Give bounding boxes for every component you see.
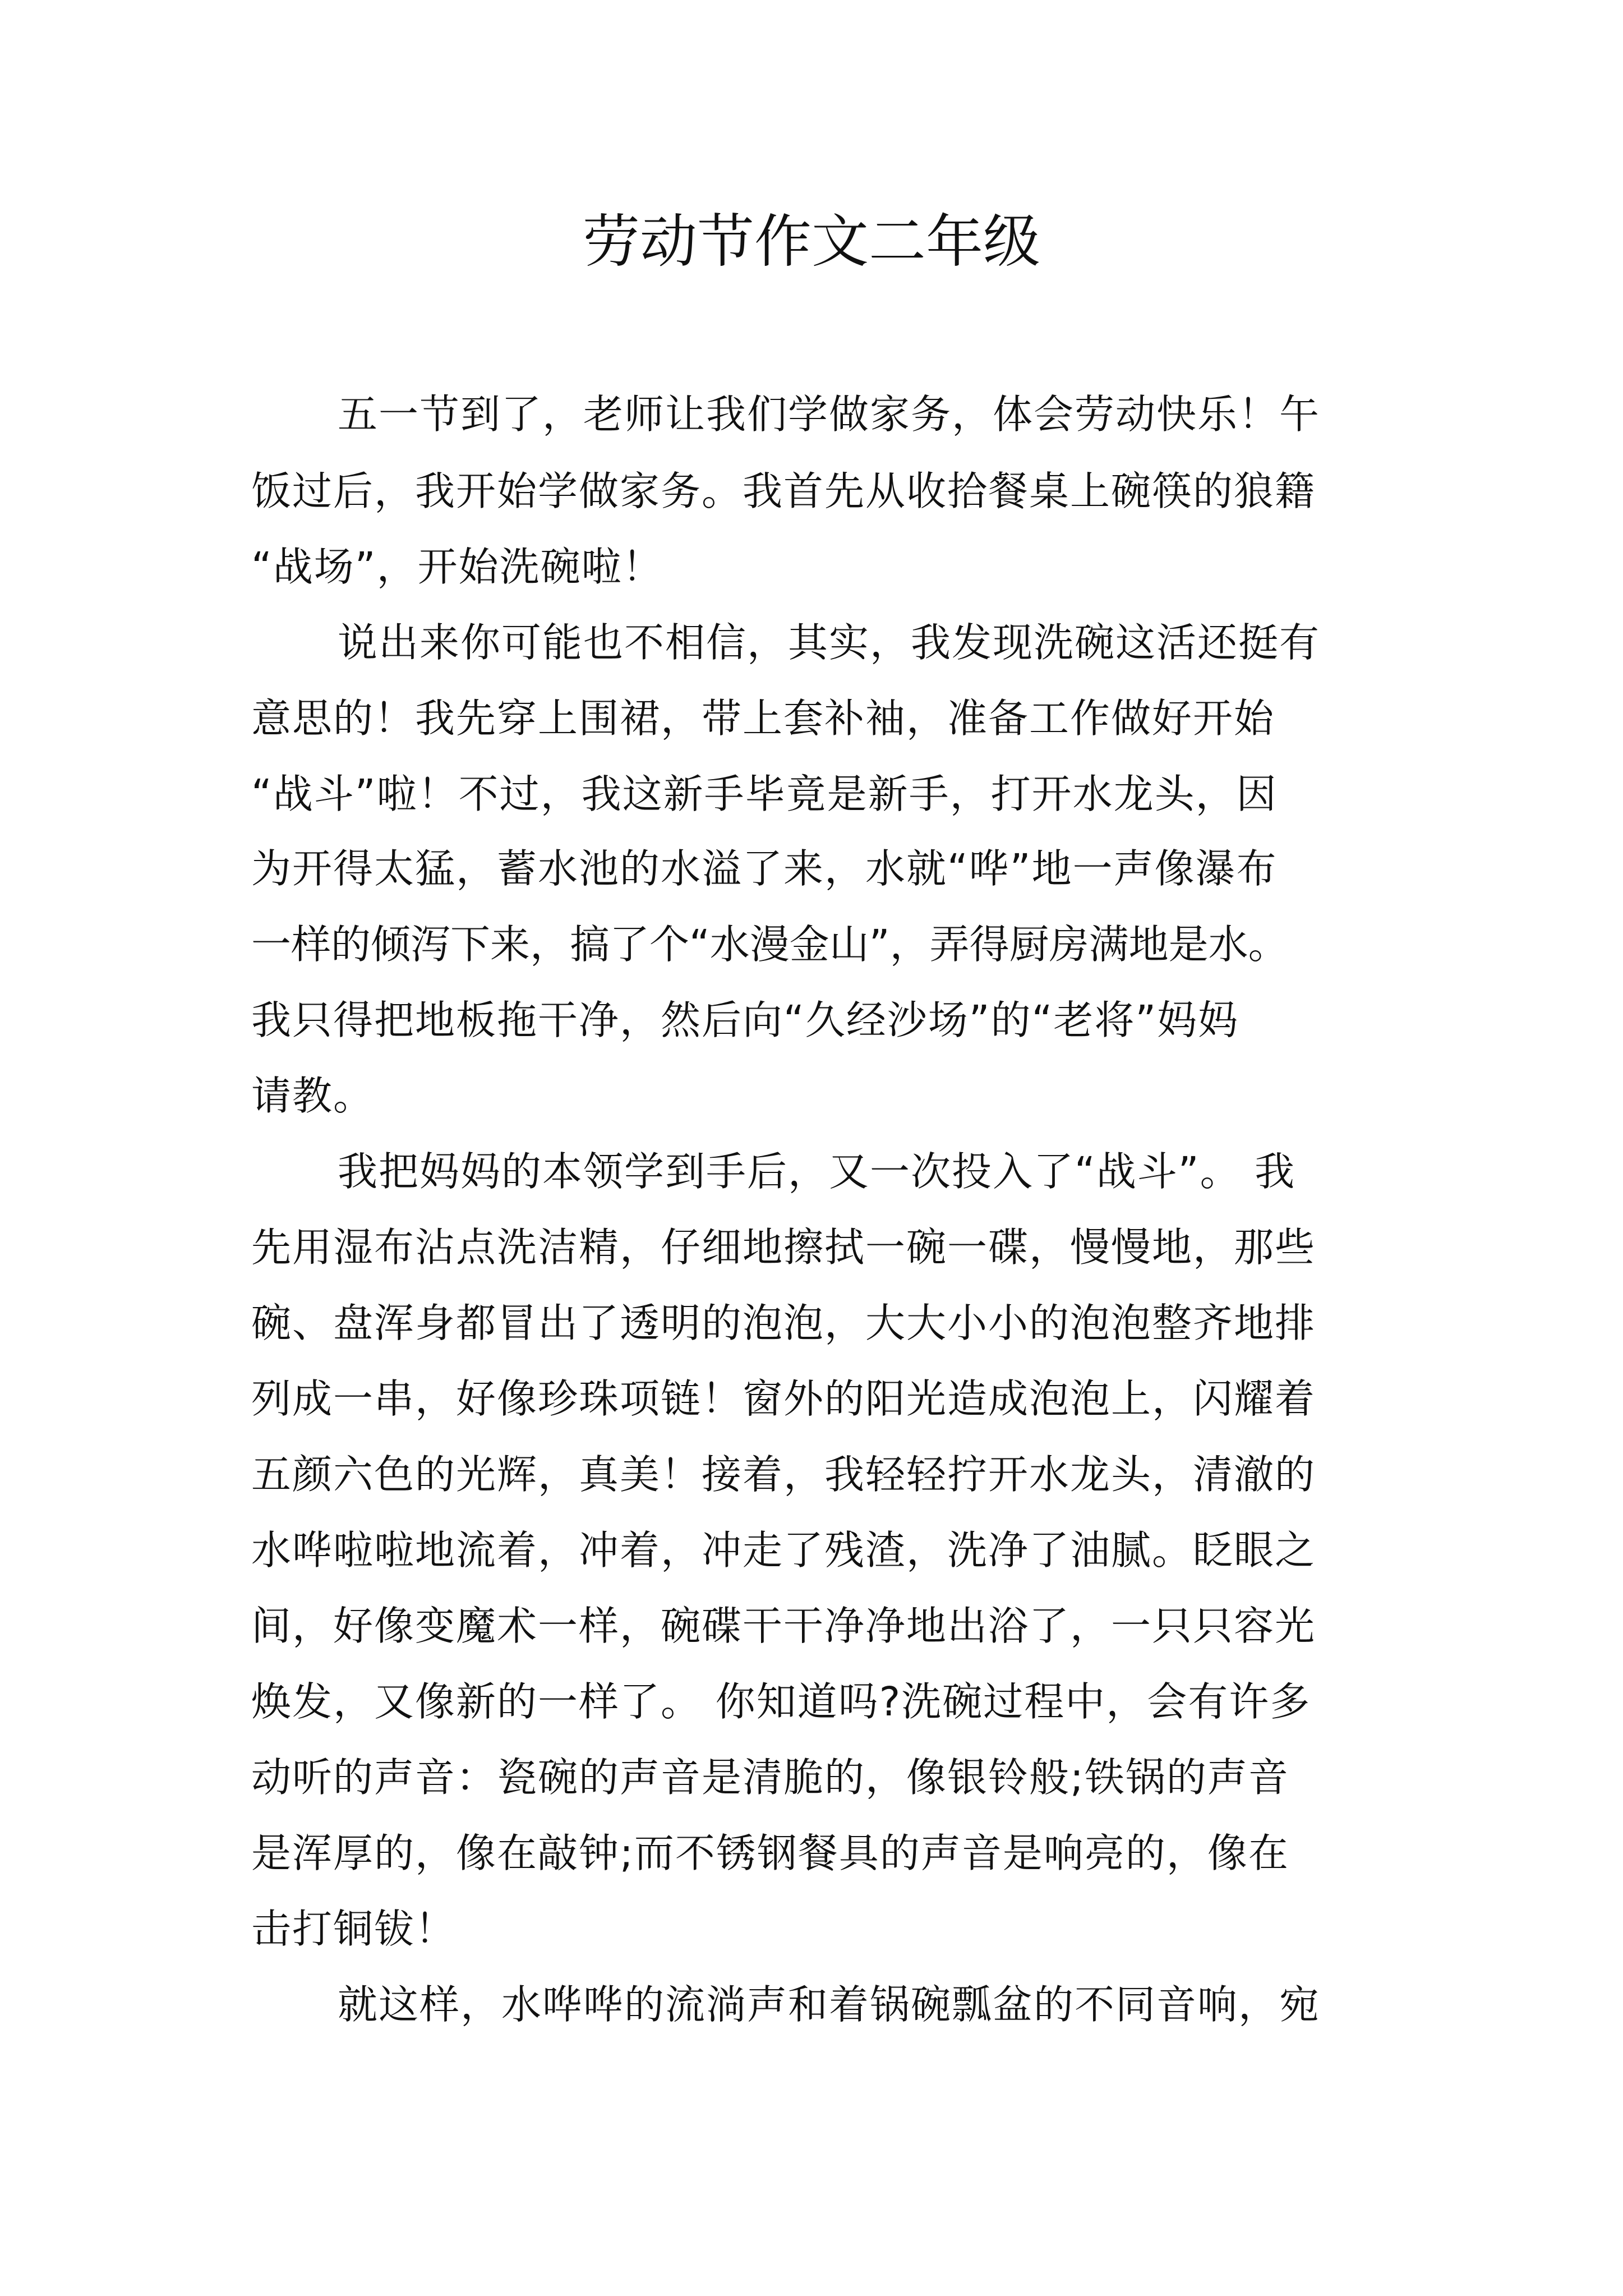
paragraph-3-line-3: 碗、盘浑身都冒出了透明的泡泡，大大小小的泡泡整齐地排 xyxy=(251,1300,1316,1346)
paragraph-3-line-8: 焕发，又像新的一样了。 你知道吗?洗碗过程中，会有许多 xyxy=(251,1678,1311,1725)
paragraph-3-line-6: 水哗啦啦地流着，冲着，冲走了残渣，洗净了油腻。眨眼之 xyxy=(251,1527,1316,1573)
paragraph-3-line-4: 列成一串，好像珍珠项链！窗外的阳光造成泡泡上，闪耀着 xyxy=(251,1375,1316,1422)
paragraph-3-line-9: 动听的声音：瓷碗的声音是清脆的，像银铃般;铁锅的声音 xyxy=(251,1754,1289,1801)
paragraph-1-line-2: 饭过后，我开始学做家务。我首先从收拾餐桌上碗筷的狼籍 xyxy=(251,468,1316,514)
paragraph-2-line-4: 为开得太猛，蓄水池的水溢了来，水就“哗”地一声像瀑布 xyxy=(251,845,1278,892)
paragraph-1-line-1: 五一节到了，老师让我们学做家务，体会劳动快乐！午 xyxy=(338,391,1321,438)
paragraph-2-line-6: 我只得把地板拖干净，然后向“久经沙场”的“老将”妈妈 xyxy=(251,997,1239,1043)
paragraph-3-line-11: 击打铜钹！ xyxy=(251,1906,457,1952)
paragraph-2-line-2: 意思的！我先穿上围裙，带上套补袖，准备工作做好开始 xyxy=(251,695,1275,742)
paragraph-3-line-7: 间，好像变魔术一样，碗碟干干净净地出浴了，一只只容光 xyxy=(251,1603,1316,1649)
paragraph-2-line-5: 一样的倾泻下来，搞了个“水漫金山”，弄得厨房满地是水。 xyxy=(251,921,1288,968)
paragraph-3-line-2: 先用湿布沾点洗洁精，仔细地擦拭一碗一碟，慢慢地，那些 xyxy=(251,1224,1316,1271)
document-title: 劳动节作文二年级 xyxy=(583,209,1040,275)
paragraph-4-line-1: 就这样，水哗哗的流淌声和着锅碗瓢盆的不同音响，宛 xyxy=(338,1981,1321,2028)
paragraph-3-line-1: 我把妈妈的本领学到手后，又一次投入了“战斗”。 我 xyxy=(338,1148,1296,1195)
paragraph-3-line-5: 五颜六色的光辉，真美！接着，我轻轻拧开水龙头，清澈的 xyxy=(251,1451,1316,1498)
paragraph-1-line-3: “战场”，开始洗碗啦！ xyxy=(251,544,663,590)
paragraph-2-line-3: “战斗”啦！不过，我这新手毕竟是新手，打开水龙头，因 xyxy=(251,771,1278,817)
paragraph-3-line-10: 是浑厚的，像在敲钟;而不锈钢餐具的声音是响亮的，像在 xyxy=(251,1830,1289,1876)
paragraph-2-line-7: 请教。 xyxy=(251,1073,375,1119)
paragraph-2-line-1: 说出来你可能也不相信，其实，我发现洗碗这活还挺有 xyxy=(338,619,1321,666)
